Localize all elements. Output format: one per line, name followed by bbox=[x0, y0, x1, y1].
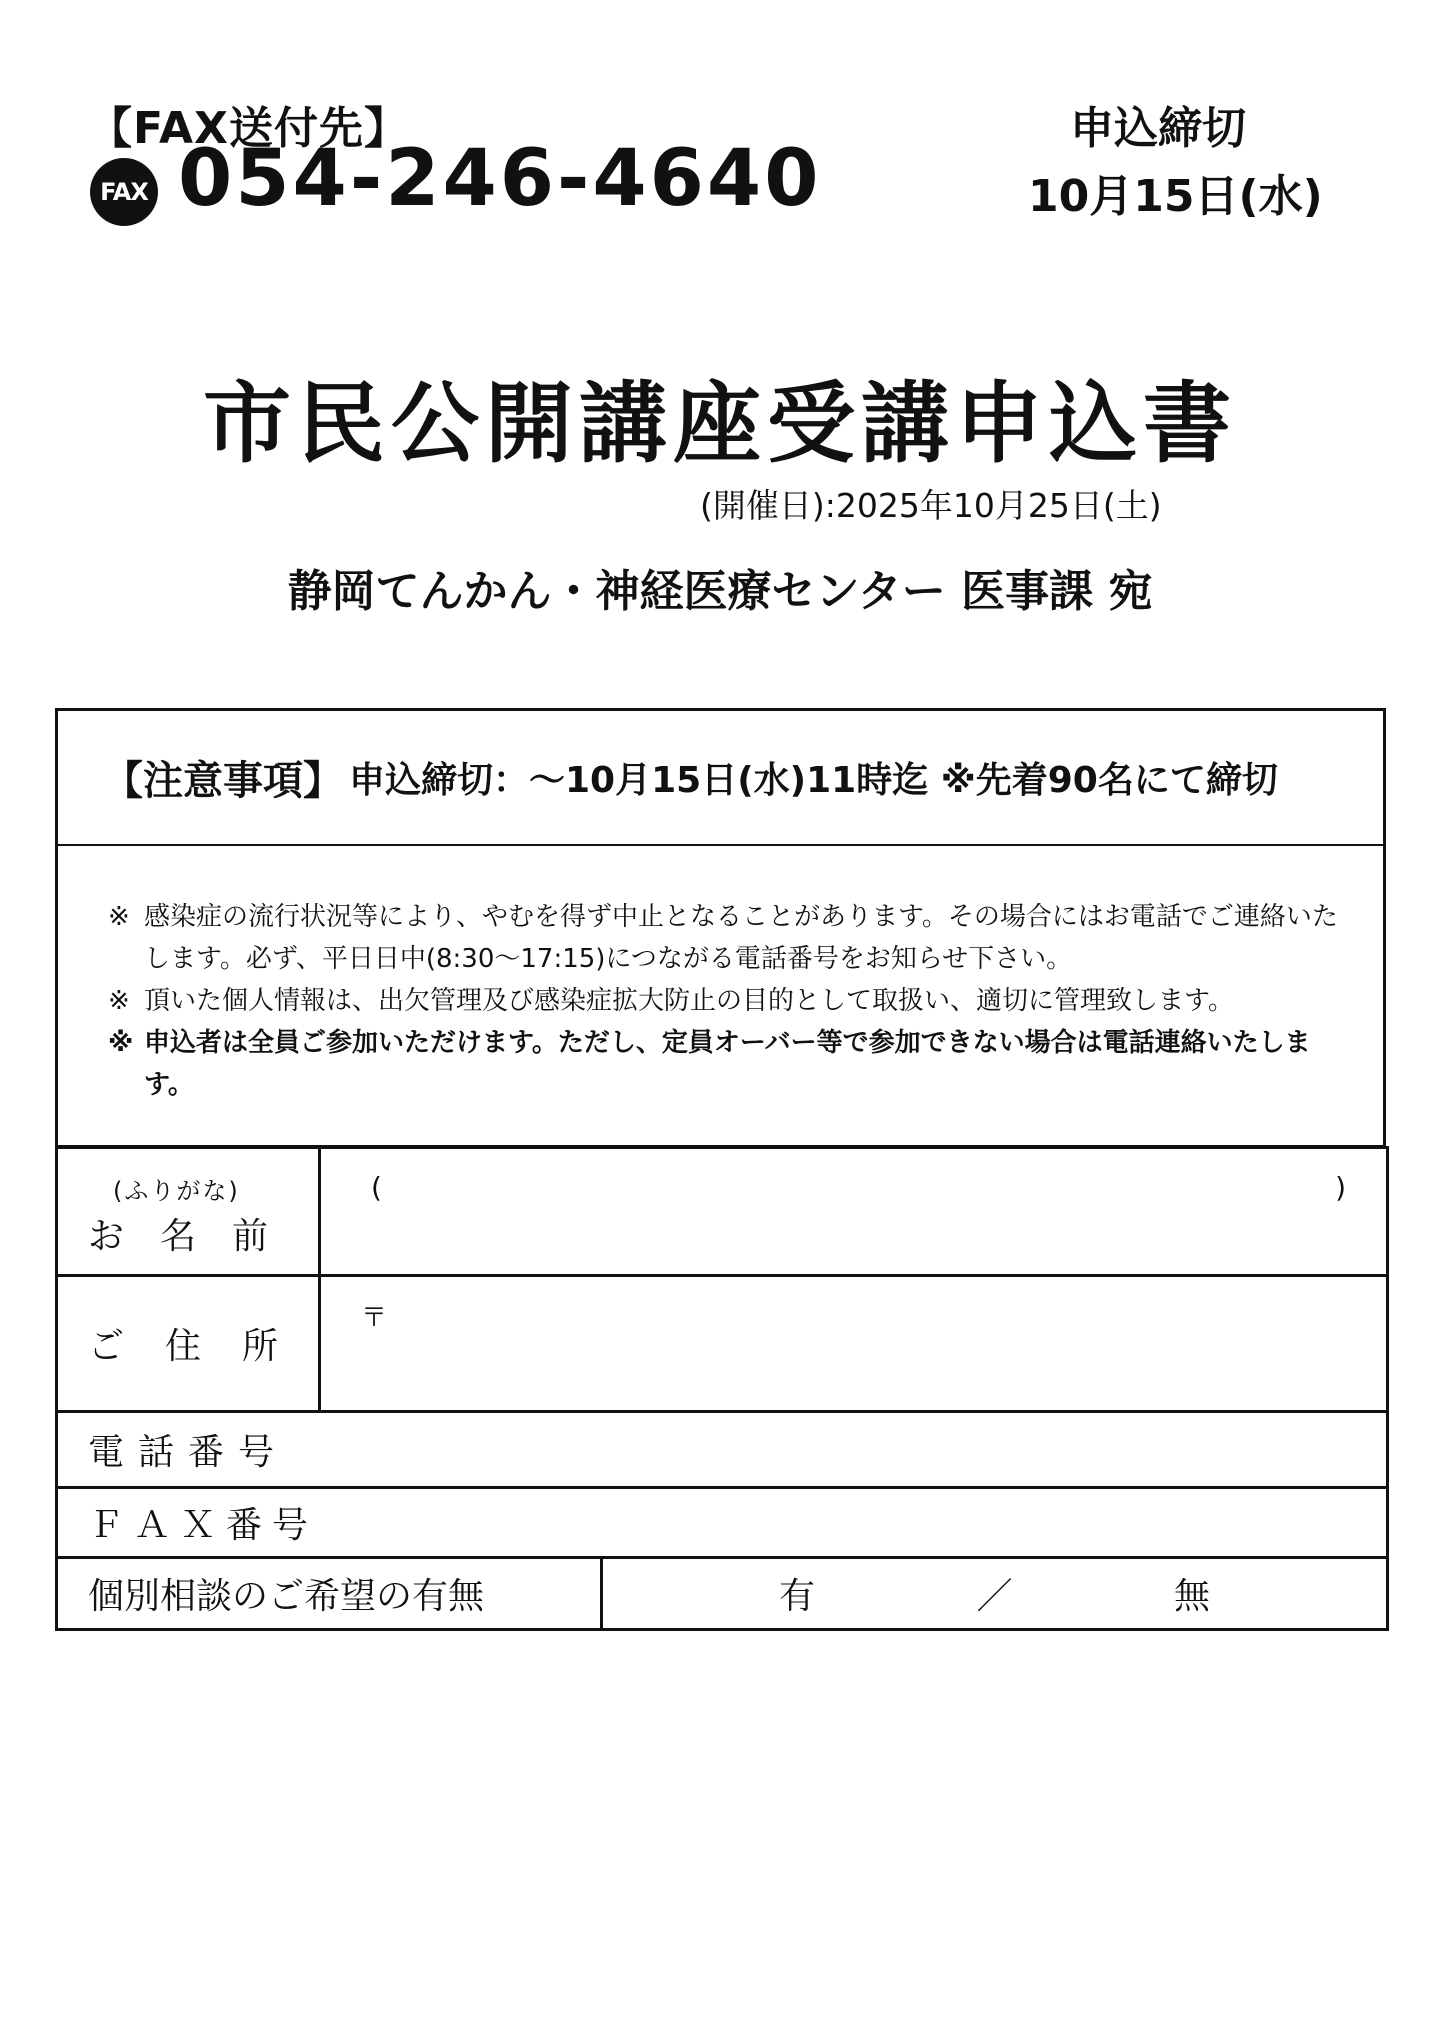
consultation-label-cell bbox=[57, 1558, 602, 1630]
notice-box bbox=[55, 708, 1386, 1148]
phone-label: 電話番号 bbox=[88, 1432, 289, 1473]
event-date: (開催日):2025年10月25日(土) bbox=[700, 486, 1162, 525]
name-field[interactable] bbox=[320, 1148, 1388, 1276]
postal-mark: 〒 bbox=[361, 1303, 388, 1333]
name-label-char: 名 bbox=[159, 1216, 196, 1257]
furigana-paren-close: ) bbox=[1335, 1171, 1346, 1204]
name-label-cell bbox=[57, 1148, 320, 1276]
address-field[interactable] bbox=[320, 1276, 1388, 1412]
name-label-char: お bbox=[88, 1216, 125, 1257]
page-title: 市民公開講座受講申込書 bbox=[202, 372, 1237, 475]
form-row-fax bbox=[57, 1488, 1388, 1558]
notice-item bbox=[108, 896, 1343, 980]
application-form bbox=[55, 1146, 1389, 1631]
recipient-line: 静岡てんかん・神経医療センター 医事課 宛 bbox=[287, 566, 1153, 617]
consultation-yes-option[interactable]: 有 bbox=[779, 1576, 816, 1617]
notice-item-text: 申込者は全員ご参加いただけます。ただし、定員オーバー等で参加できない場合は電話連絡いたします。 bbox=[144, 1028, 1311, 1100]
notice-item-text: 頂いた個人情報は、出欠管理及び感染症拡大防止の目的として取扱い、適切に管理致します。 bbox=[144, 986, 1234, 1016]
name-label bbox=[58, 1208, 268, 1259]
note-mark: ※ bbox=[108, 986, 130, 1016]
phone-field[interactable] bbox=[57, 1412, 1388, 1488]
deadline-label: 申込締切 bbox=[1070, 103, 1246, 154]
fax-number-label: ＦＡＸ番号 bbox=[88, 1505, 319, 1546]
fax-field[interactable] bbox=[57, 1488, 1388, 1558]
notice-tag: 【注意事項】 bbox=[103, 758, 343, 804]
furigana-paren-open: ( bbox=[371, 1171, 382, 1204]
consultation-separator: ／ bbox=[976, 1576, 1013, 1617]
fax-destination-label: 【FAX送付先】 bbox=[88, 103, 409, 154]
consultation-no-option[interactable]: 無 bbox=[1173, 1576, 1210, 1617]
address-label bbox=[88, 1318, 278, 1369]
fax-number: 054-246-4640 bbox=[178, 134, 822, 224]
address-label-char: 住 bbox=[164, 1326, 201, 1367]
notice-header bbox=[58, 711, 1383, 846]
form-row-consultation bbox=[57, 1558, 1388, 1630]
form-row-phone bbox=[57, 1412, 1388, 1488]
deadline-date: 10月15日(水) bbox=[1028, 171, 1323, 222]
notice-item-text: 感染症の流行状況等により、やむを得ず中止となることがあります。その場合にはお電話でご連絡いたします。必ず、平日日中(8:30～17:15)につながる電話番号をお知らせ下さい。 bbox=[144, 902, 1338, 974]
notice-body bbox=[58, 846, 1383, 1106]
address-label-char: ご bbox=[88, 1326, 125, 1367]
notice-item bbox=[108, 980, 1343, 1022]
notice-item bbox=[108, 1022, 1343, 1106]
address-label-char: 所 bbox=[241, 1326, 278, 1367]
form-row-name bbox=[57, 1148, 1388, 1276]
note-mark: ※ bbox=[108, 902, 130, 932]
furigana-label: (ふりがな) bbox=[113, 1177, 240, 1205]
notice-deadline-text: 申込締切：～10月15日(水)11時迄 ※先着90名にて締切 bbox=[349, 760, 1278, 801]
consultation-label: 個別相談のご希望の有無 bbox=[88, 1576, 485, 1617]
name-label-char: 前 bbox=[231, 1216, 268, 1257]
consultation-choice bbox=[602, 1558, 1388, 1630]
address-label-cell bbox=[57, 1276, 320, 1412]
form-row-address bbox=[57, 1276, 1388, 1412]
fax-icon: FAX bbox=[90, 158, 158, 226]
note-mark: ※ bbox=[108, 1028, 134, 1058]
